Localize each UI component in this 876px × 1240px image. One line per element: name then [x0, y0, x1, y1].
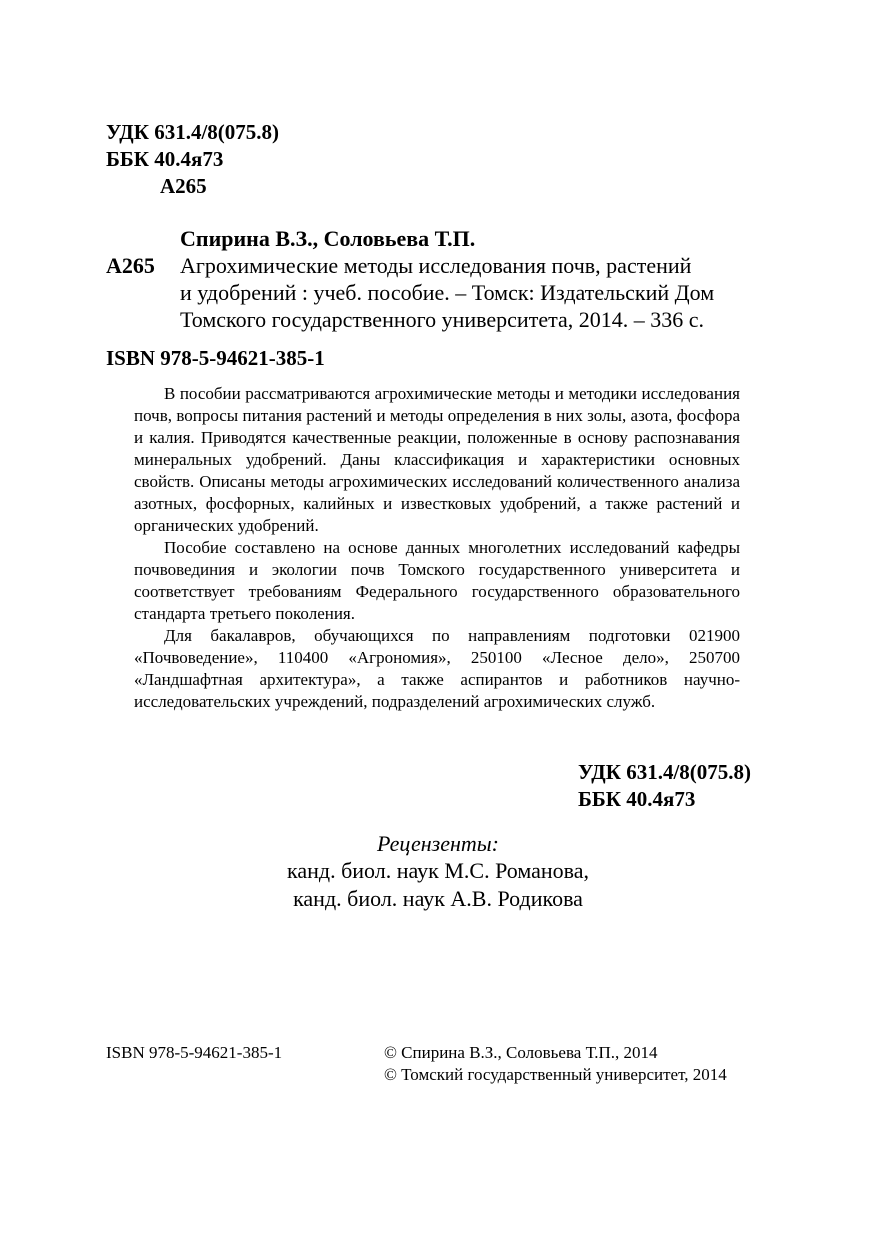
reviewer-1: канд. биол. наук М.С. Романова,	[286, 858, 590, 883]
biblio-code: А265	[106, 253, 155, 278]
biblio-authors: Спирина В.З., Соловьева Т.П.	[180, 226, 476, 251]
biblio-line-2: и удобрений : учеб. пособие. – Томск: Издательский Дом	[180, 280, 715, 305]
header-udk: УДК 631.4/8(075.8)	[106, 120, 280, 144]
footer-copyright-university: © Томский государственный университет, 2014	[384, 1065, 727, 1084]
abstract-paragraph-1: В пособии рассматриваются агрохимические методы и методики исследования почв, вопросы питания растений и методы определения в них золы, азота, фосфора и калия. Приводятся качественные реакции, положенные в основу распознавания минеральных удобрений. Даны классификация и характеристики основных свойств. Описаны методы агрохимических исследований количественного анализа азотных, фосфорных, калийных и известковых удобрений, а также растений и органических удобрений.	[134, 384, 740, 535]
reviewers-heading: Рецензенты:	[376, 831, 499, 856]
classification-udk: УДК 631.4/8(075.8)	[578, 760, 752, 784]
header-bbk: ББК 40.4я73	[106, 147, 224, 171]
abstract-paragraph-2: Пособие составлено на основе данных многолетних исследований кафедры почвовединия и экологии почв Томского государственного университета и соответствует требованиям Федерального государственного образовательного стандарта третьего поколения.	[134, 538, 740, 623]
classification-bbk: ББК 40.4я73	[578, 787, 696, 811]
reviewer-2: канд. биол. наук А.В. Родикова	[293, 886, 583, 911]
footer-isbn: ISBN 978-5-94621-385-1	[106, 1043, 283, 1062]
abstract-paragraph-3: Для бакалавров, обучающихся по направлениям подготовки 021900 «Почвоведение», 110400 «Агрономия», 250100 «Лесное дело», 250700 «Ландшафтная архитектура», а также аспирантов и работников научно-исследовательских учреждений, подразделений агрохимических служб.	[134, 626, 740, 711]
biblio-line-3: Томского государственного университета, 2014. – 336 с.	[180, 307, 704, 332]
footer-copyright-authors: © Спирина В.З., Соловьева Т.П., 2014	[384, 1043, 658, 1062]
abstract	[134, 383, 740, 713]
biblio-line-1: Агрохимические методы исследования почв, растений	[180, 253, 692, 278]
isbn-top: ISBN 978-5-94621-385-1	[106, 346, 325, 370]
header-code: А265	[160, 174, 207, 198]
